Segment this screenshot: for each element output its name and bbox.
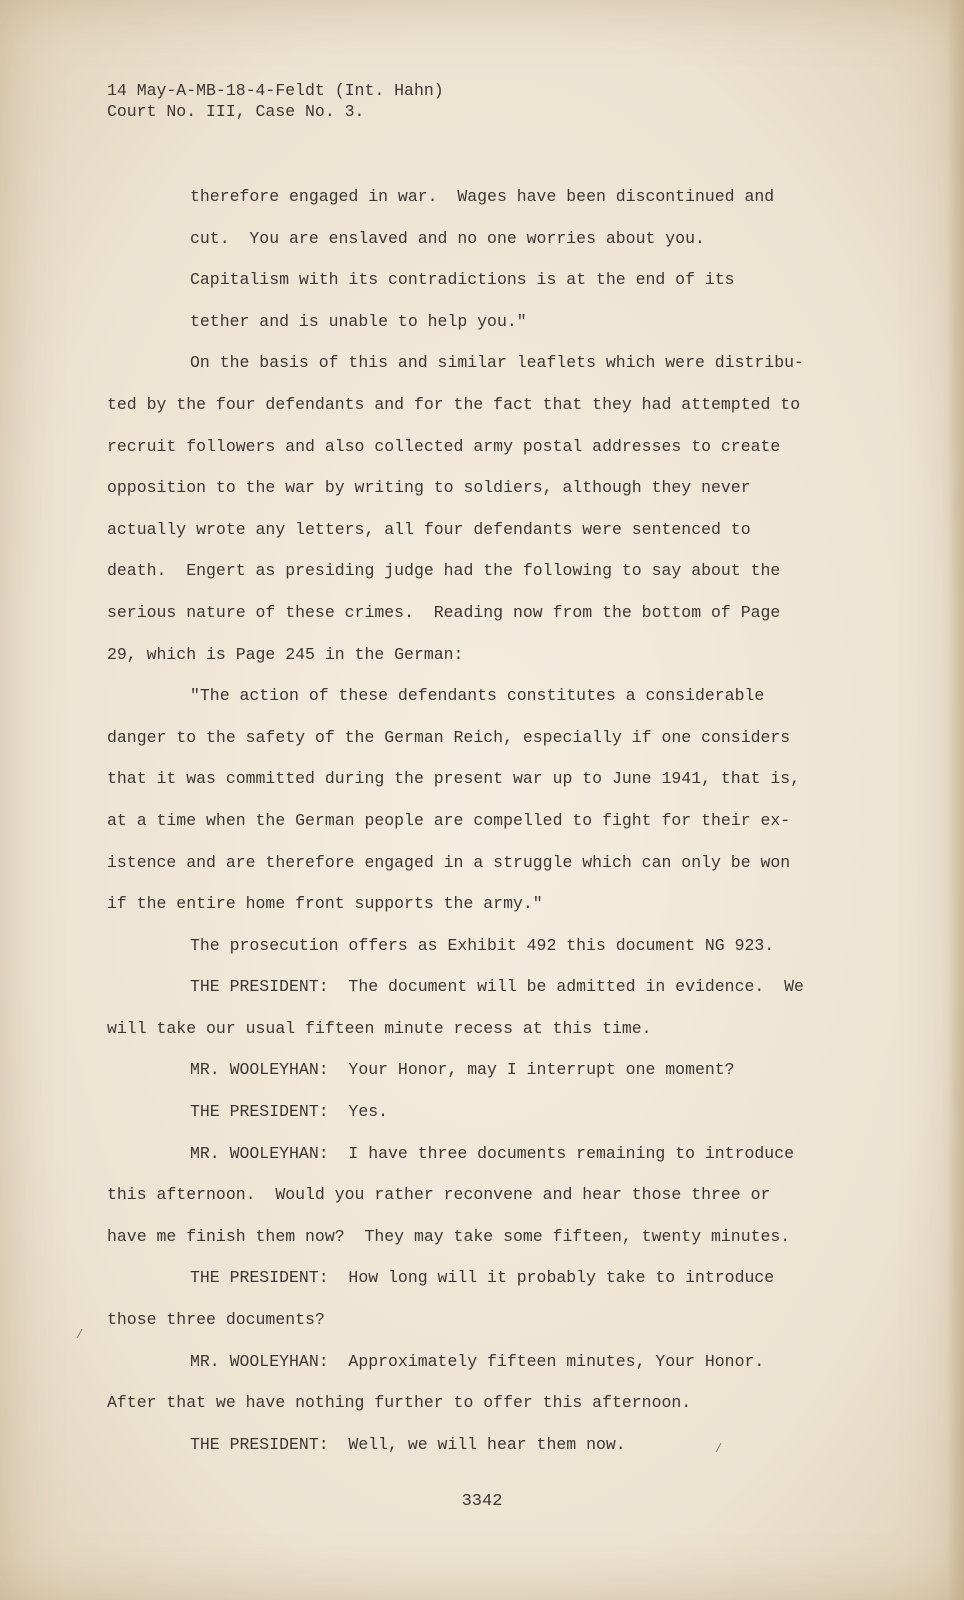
text-line: therefore engaged in war. Wages have been discontinued and — [190, 187, 775, 206]
text-line: opposition to the war by writing to soldiers, although they never — [107, 478, 751, 498]
text-line: if the entire home front supports the army." — [107, 894, 543, 914]
header-court-case: Court No. III, Case No. 3. — [107, 102, 365, 121]
text-line: Capitalism with its contradictions is at the end of its — [190, 270, 735, 290]
header-block — [107, 80, 444, 122]
text-line: After that we have nothing further to offer this afternoon. — [107, 1393, 692, 1413]
text-line: THE PRESIDENT: The document will be admitted in evidence. We — [190, 977, 804, 997]
header-reference: 14 May-A-MB-18-4-Feldt (Int. Hahn) — [107, 81, 444, 100]
page-number: 3342 — [461, 1492, 503, 1511]
text-line: danger to the safety of the German Reich, especially if one considers — [107, 727, 791, 747]
text-line: serious nature of these crimes. Reading now from the bottom of Page — [107, 602, 781, 622]
text-line: that it was committed during the present war up to June 1941, that is, — [107, 769, 801, 789]
text-line: will take our usual fifteen minute recess at this time. — [107, 1018, 652, 1038]
text-line: cut. You are enslaved and no one worries about you. — [190, 228, 705, 248]
text-line: at a time when the German people are compelled to fight for their ex- — [107, 810, 791, 830]
text-line: THE PRESIDENT: Yes. — [190, 1102, 389, 1122]
text-line: The prosecution offers as Exhibit 492 this document NG 923. — [190, 935, 775, 955]
text-line: MR. WOOLEYHAN: Approximately fifteen minutes, Your Honor. — [190, 1351, 765, 1371]
text-line: have me finish them now? They may take some fifteen, twenty minutes. — [107, 1226, 791, 1246]
text-line: THE PRESIDENT: Well, we will hear them now. — [190, 1434, 626, 1454]
text-line: "The action of these defendants constitutes a considerable — [190, 686, 765, 706]
text-line: ted by the four defendants and for the fact that they had attempted to — [107, 394, 801, 414]
paper-edge — [946, 0, 964, 1600]
text-line: death. Engert as presiding judge had the following to say about the — [107, 561, 781, 581]
text-line: MR. WOOLEYHAN: Your Honor, may I interrupt one moment? — [190, 1060, 735, 1080]
stray-mark: / — [76, 1328, 84, 1342]
text-line: this afternoon. Would you rather reconvene and hear those three or — [107, 1185, 771, 1205]
text-line: THE PRESIDENT: How long will it probably take to introduce — [190, 1268, 775, 1288]
text-line: tether and is unable to help you." — [190, 311, 527, 331]
text-line: istence and are therefore engaged in a struggle which can only be won — [107, 852, 791, 872]
text-line: those three documents? — [107, 1310, 325, 1330]
text-line: actually wrote any letters, all four defendants were sentenced to — [107, 519, 751, 539]
transcript-body — [107, 176, 837, 1465]
text-line: 29, which is Page 245 in the German: — [107, 644, 464, 664]
text-line: On the basis of this and similar leaflets which were distribu- — [190, 353, 804, 373]
text-line: MR. WOOLEYHAN: I have three documents remaining to introduce — [190, 1143, 794, 1163]
text-line: recruit followers and also collected army postal addresses to create — [107, 436, 781, 456]
stray-mark: / — [715, 1442, 723, 1456]
